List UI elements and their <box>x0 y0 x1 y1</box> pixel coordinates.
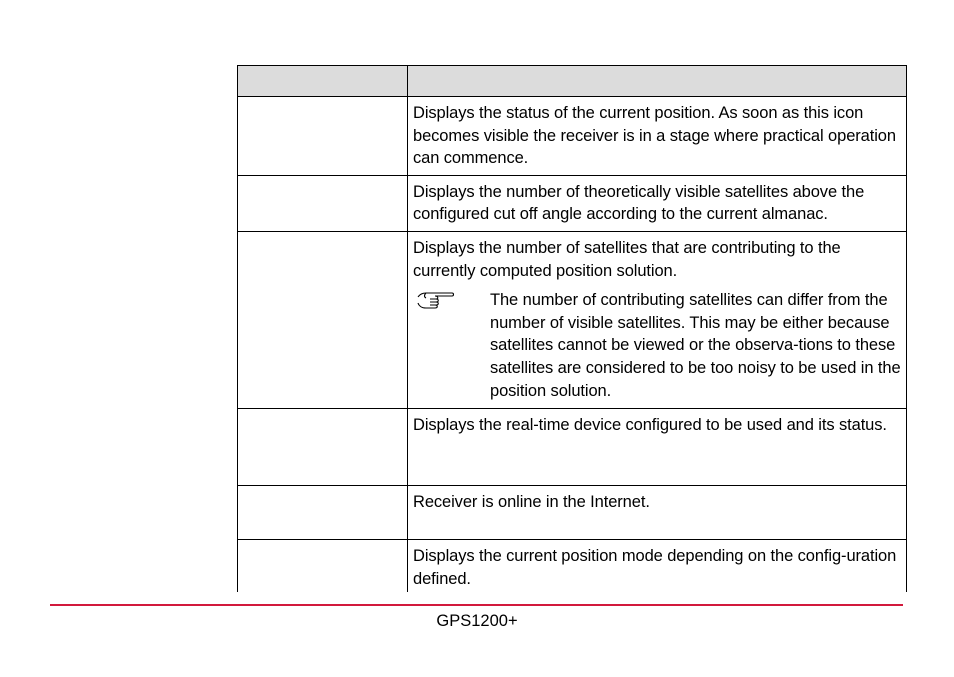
table-row <box>238 409 907 486</box>
table-row <box>238 486 907 540</box>
contributing-satellites-description: Displays the number of satellites that are contributing to the currently computed position solution. <box>413 238 841 280</box>
table-row <box>238 175 907 231</box>
row-label-cell <box>238 486 408 540</box>
note-text: The number of contributing satellites can differ from the number of visible satellites. This may be either because satellites cannot be viewed or the observa-tions to these satellites are considered to be too noisy to be used in the position solution. <box>490 291 901 400</box>
row-label-cell <box>238 97 408 176</box>
table-header-row <box>238 66 907 97</box>
header-cell-icon <box>238 66 408 97</box>
visible-satellites-description: Displays the number of theoretically visible satellites above the configured cut off angle according to the current almanac. <box>413 182 865 224</box>
header-cell-description <box>408 66 907 97</box>
table-row <box>238 97 907 176</box>
row-description-cell <box>408 540 907 592</box>
note-block <box>408 287 906 408</box>
table-row <box>238 540 907 592</box>
row-label-cell <box>238 175 408 231</box>
realtime-device-description: Displays the real-time device configured to be used and its status. <box>413 416 887 435</box>
internet-online-description: Receiver is online in the Internet. <box>413 493 650 512</box>
row-description-cell <box>408 231 907 408</box>
row-label-cell <box>238 409 408 486</box>
row-description-cell <box>408 97 907 176</box>
row-description-cell <box>408 409 907 486</box>
row-label-cell <box>238 231 408 408</box>
position-status-description: Displays the status of the current position. As soon as this icon becomes visible the receiver is in a stage where practical operation can commence. <box>413 104 896 168</box>
pointing-hand-icon <box>416 287 490 315</box>
description-table <box>237 65 907 592</box>
row-description-cell <box>408 175 907 231</box>
row-description-cell <box>408 486 907 540</box>
row-label-cell <box>238 540 408 592</box>
position-mode-description: Displays the current position mode depending on the config-uration defined. <box>413 547 897 588</box>
table-row <box>238 231 907 408</box>
footer-product-name: GPS1200+ <box>436 612 518 630</box>
footer-divider <box>50 604 903 606</box>
